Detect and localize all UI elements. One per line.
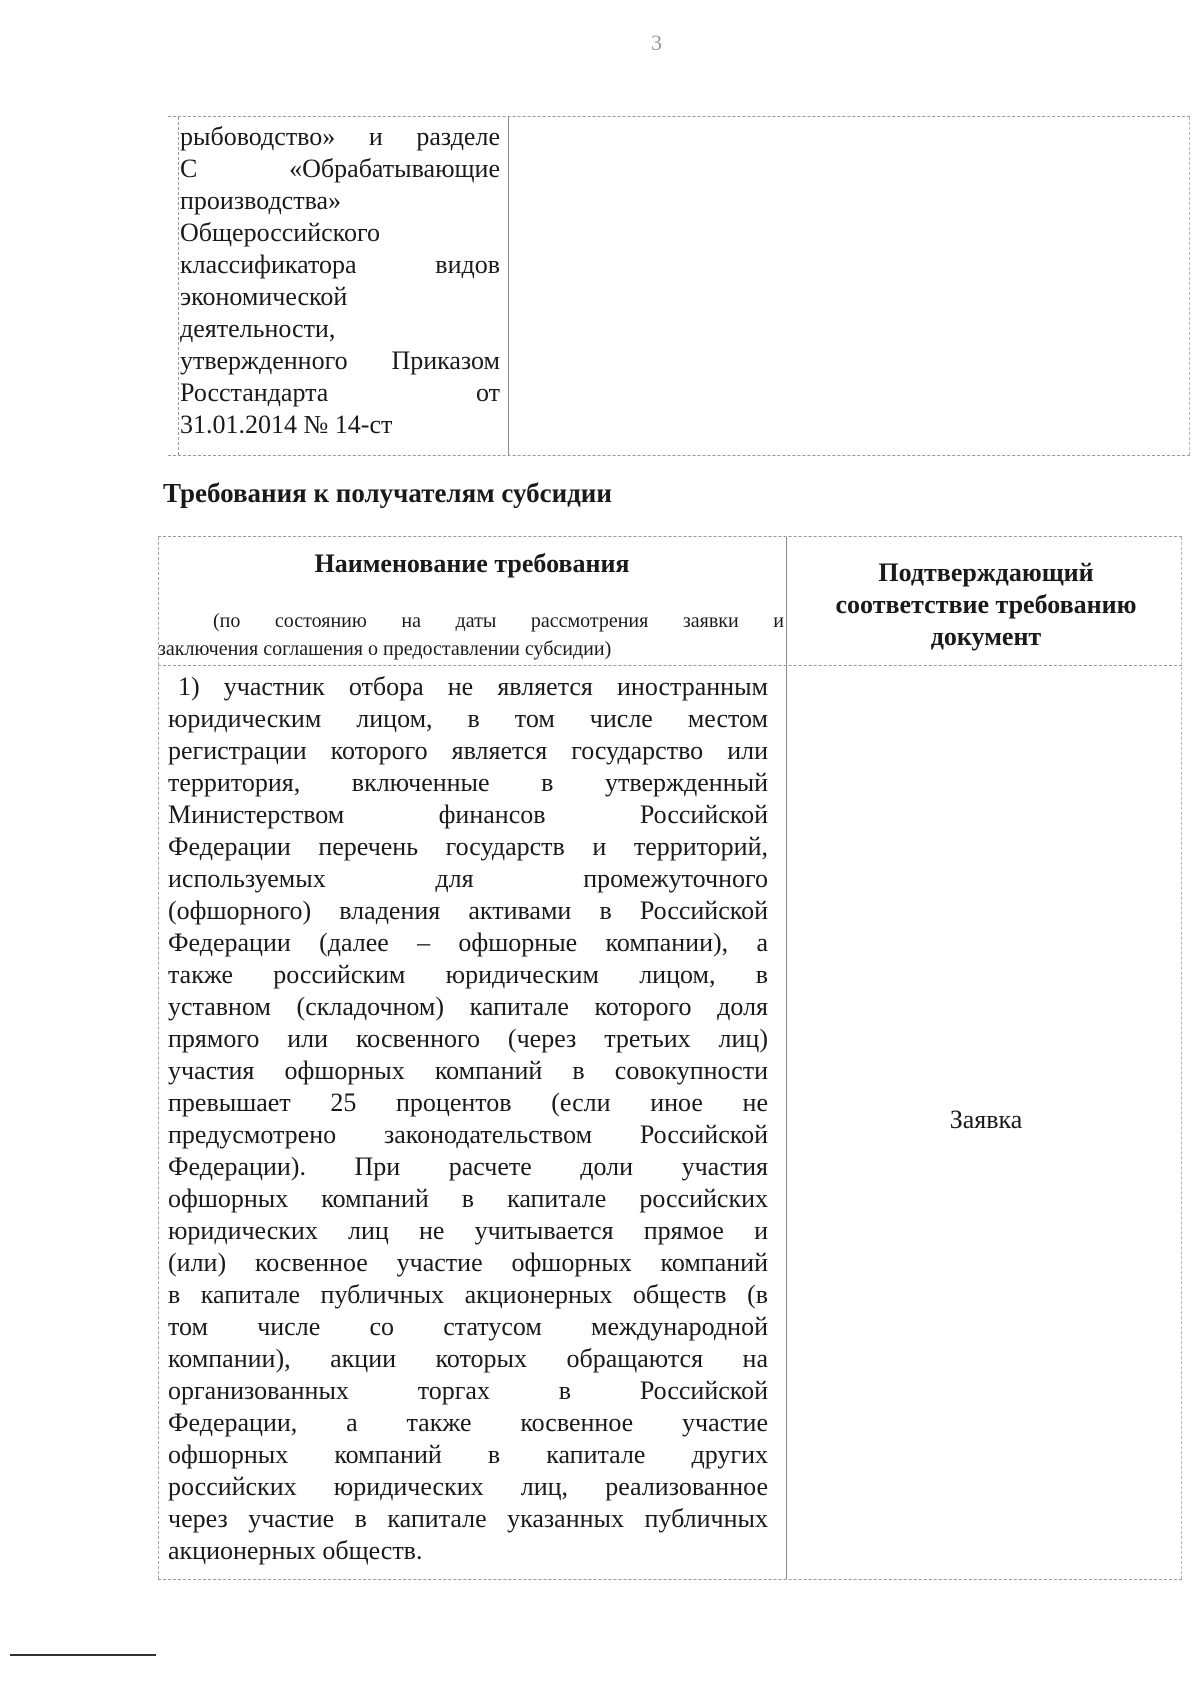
text-line: российских юридических лиц, реализованное xyxy=(168,1472,768,1501)
text-line: экономической xyxy=(180,282,348,311)
header-note-line: заключения соглашения о предоставлении субсидии) xyxy=(158,638,612,660)
text-line: юридических лиц не учитывается прямое и xyxy=(168,1216,768,1245)
text-line: превышает 25 процентов (если иное не xyxy=(168,1088,768,1117)
text-line: том числе со статусом международной xyxy=(168,1312,768,1341)
confirming-document: Заявка xyxy=(949,1105,1023,1134)
table-border-right xyxy=(1181,537,1182,1579)
column-header-document xyxy=(798,557,1174,653)
text-line: 31.01.2014 № 14-ст xyxy=(180,410,393,439)
text-line: в капитале публичных акционерных обществ (в xyxy=(168,1280,768,1309)
text-line: (или) косвенное участие офшорных компаний xyxy=(168,1248,768,1277)
text-line: Росстандарта от xyxy=(180,378,500,407)
text-line: Министерством финансов Российской xyxy=(168,800,768,829)
header-divider xyxy=(158,665,1182,666)
text-line: С «Обрабатывающие xyxy=(180,154,500,183)
page-number: 3 xyxy=(651,30,662,55)
text-line: регистрации которого является государство или xyxy=(168,736,768,765)
text-line: предусмотрено законодательством Российской xyxy=(168,1120,768,1149)
text-line: офшорных компаний в капитале российских xyxy=(168,1184,768,1213)
header-doc-line: Подтверждающий xyxy=(878,558,1094,587)
header-doc-line: документ xyxy=(930,622,1042,651)
requirements-table xyxy=(158,536,1182,1580)
text-line: используемых для промежуточного xyxy=(168,864,768,893)
footnote-separator xyxy=(10,1654,156,1656)
table-column-divider xyxy=(786,537,787,1579)
text-line: акционерных обществ. xyxy=(168,1536,423,1565)
text-line: участия офшорных компаний в совокупности xyxy=(168,1056,768,1085)
table-border-left xyxy=(178,117,179,455)
text-line: производства» xyxy=(180,186,342,215)
text-line: (офшорного) владения активами в Российской xyxy=(168,896,768,925)
text-line: рыбоводство» и разделе xyxy=(180,122,500,151)
text-line: классификатора видов xyxy=(180,250,500,279)
text-line: деятельности, xyxy=(180,314,336,343)
text-line: уставном (складочном) капитале которого доля xyxy=(168,992,768,1021)
table-column-divider xyxy=(508,117,509,455)
header-note-line: (по состоянию на даты рассмотрения заявки и xyxy=(213,610,784,632)
text-line: Общероссийского xyxy=(180,218,380,247)
column-header-name: Наименование требования xyxy=(314,549,630,578)
text-line: компании), акции которых обращаются на xyxy=(168,1344,768,1373)
text-line: прямого или косвенного (через третьих лиц) xyxy=(168,1024,768,1053)
column-header-note xyxy=(158,607,784,663)
table-border-left xyxy=(158,537,159,1579)
requirement-text xyxy=(168,671,768,1567)
text-line: Федерации). При расчете доли участия xyxy=(168,1152,768,1181)
section-title: Требования к получателям субсидии xyxy=(163,478,612,508)
header-doc-line: соответствие требованию xyxy=(835,590,1137,619)
text-line: также российским юридическим лицом, в xyxy=(168,960,768,989)
continuation-cell-text xyxy=(180,121,500,441)
text-line: Федерации перечень государств и территорий, xyxy=(168,832,768,861)
text-line: офшорных компаний в капитале других xyxy=(168,1440,768,1469)
continuation-table xyxy=(168,116,1190,456)
text-line: территория, включенные в утвержденный xyxy=(168,768,768,797)
text-line: через участие в капитале указанных публичных xyxy=(168,1504,768,1533)
text-line: Федерации (далее – офшорные компании), а xyxy=(168,928,768,957)
text-line: организованных торгах в Российской xyxy=(168,1376,768,1405)
table-border-right xyxy=(1189,117,1190,455)
text-line: Федерации, а также косвенное участие xyxy=(168,1408,768,1437)
text-line: утвержденного Приказом xyxy=(180,346,500,375)
text-line: 1) участник отбора не является иностранным xyxy=(178,672,768,701)
text-line: юридическим лицом, в том числе местом xyxy=(168,704,768,733)
